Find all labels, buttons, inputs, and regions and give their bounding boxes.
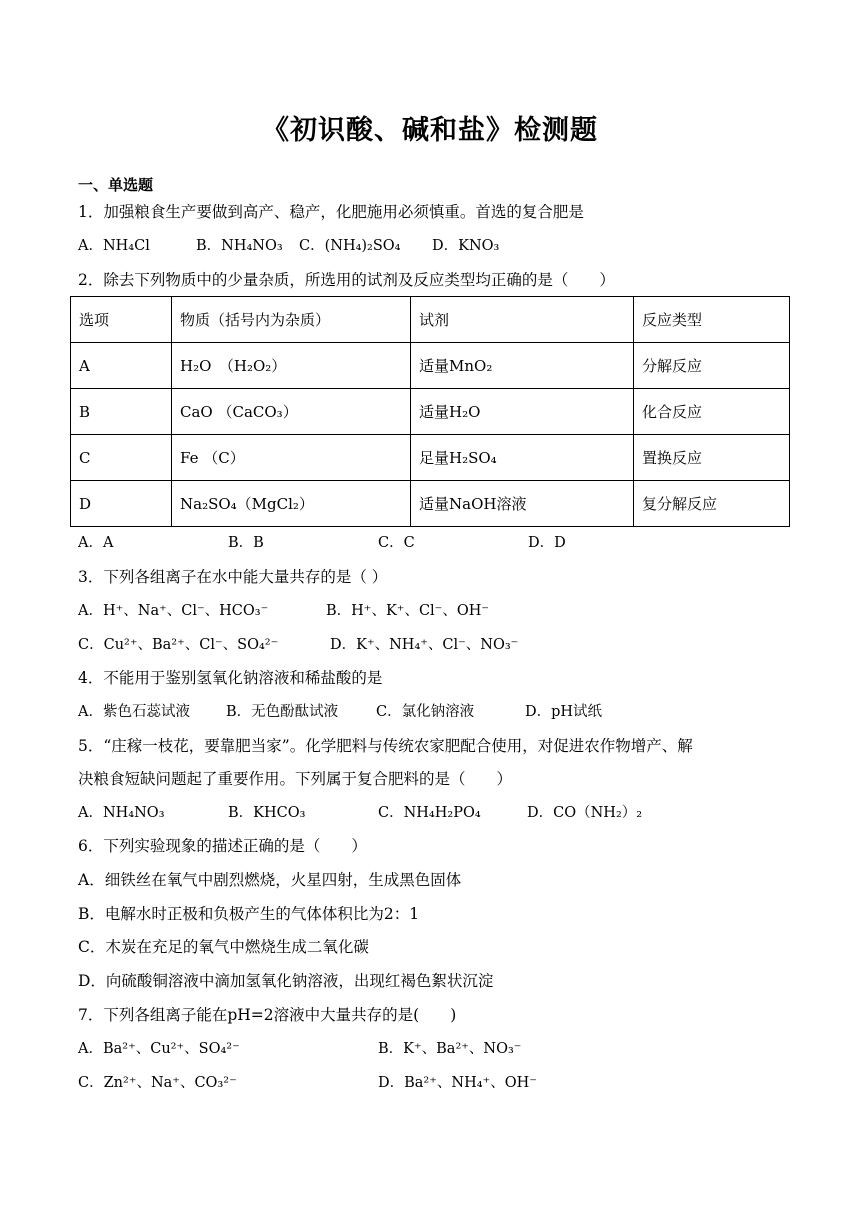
question-7-stem: 7．下列各组离子能在pH=2溶液中大量共存的是( ) (78, 1006, 457, 1024)
q5-option-b: B．KHCO₃ (228, 805, 306, 821)
question-1-stem: 1．加强粮食生产要做到高产、稳产，化肥施用必须慎重。首选的复合肥是 (78, 203, 584, 221)
table-row (71, 481, 790, 527)
table-cell: 适量NaOH溶液 (411, 481, 634, 527)
q4-option-a: A．紫色石蕊试液 (78, 704, 190, 720)
q7-option-a: A．Ba²⁺、Cu²⁺、SO₄²⁻ (78, 1041, 240, 1057)
table-header: 反应类型 (634, 297, 790, 343)
table-row (71, 435, 790, 481)
q2-option-c: C．C (378, 535, 415, 551)
table-cell: 复分解反应 (634, 481, 790, 527)
q5-option-d: D．CO（NH₂）₂ (527, 805, 643, 821)
table-cell: B (71, 389, 172, 435)
question-4-stem: 4．不能用于鉴别氢氧化钠溶液和稀盐酸的是 (78, 669, 383, 687)
table-cell: 适量H₂O (411, 389, 634, 435)
question-3-stem: 3．下列各组离子在水中能大量共存的是（ ） (78, 568, 388, 586)
table-cell: 化合反应 (634, 389, 790, 435)
table-header-row (71, 297, 790, 343)
q4-option-d: D．pH试纸 (525, 704, 603, 720)
q1-option-a: A．NH₄Cl (78, 238, 150, 254)
table-header: 试剂 (411, 297, 634, 343)
q1-option-c: C．(NH₄)₂SO₄ (299, 238, 401, 254)
table-header: 物质（括号内为杂质） (172, 297, 411, 343)
q3-option-a: A．H⁺、Na⁺、Cl⁻、HCO₃⁻ (78, 603, 269, 619)
table-cell: Fe （C） (172, 435, 411, 481)
q2-option-b: B．B (228, 535, 264, 551)
q5-option-c: C．NH₄H₂PO₄ (378, 805, 481, 821)
q2-option-a: A．A (78, 535, 114, 551)
q3-option-c: C．Cu²⁺、Ba²⁺、Cl⁻、SO₄²⁻ (78, 637, 279, 653)
q1-option-b: B．NH₄NO₃ (196, 238, 283, 254)
question-6-stem: 6．下列实验现象的描述正确的是（ ） (78, 837, 367, 855)
q3-option-b: B．H⁺、K⁺、Cl⁻、OH⁻ (326, 603, 490, 619)
table-cell: 足量H₂SO₄ (411, 435, 634, 481)
q4-option-b: B．无色酚酞试液 (226, 704, 339, 720)
page-title: 《初识酸、碱和盐》检测题 (262, 115, 598, 146)
table-cell: 置换反应 (634, 435, 790, 481)
q7-option-d: D．Ba²⁺、NH₄⁺、OH⁻ (378, 1075, 537, 1091)
table-cell: Na₂SO₄（MgCl₂） (172, 481, 411, 527)
q7-option-c: C．Zn²⁺、Na⁺、CO₃²⁻ (78, 1075, 237, 1091)
question-2-table (70, 296, 790, 527)
table-row (71, 389, 790, 435)
q6-option-b: B．电解水时正极和负极产生的气体体积比为2：1 (78, 905, 420, 923)
table-cell: D (71, 481, 172, 527)
q7-option-b: B．K⁺、Ba²⁺、NO₃⁻ (378, 1041, 522, 1057)
table-cell: A (71, 343, 172, 389)
q3-option-d: D．K⁺、NH₄⁺、Cl⁻、NO₃⁻ (330, 637, 519, 653)
q6-option-d: D．向硫酸铜溶液中滴加氢氧化钠溶液，出现红褐色絮状沉淀 (78, 972, 494, 990)
table-header: 选项 (71, 297, 172, 343)
q6-option-c: C．木炭在充足的氧气中燃烧生成二氧化碳 (78, 938, 369, 956)
table-cell: 适量MnO₂ (411, 343, 634, 389)
section-heading: 一、单选题 (78, 176, 154, 194)
question-5-stem-line2: 决粮食短缺问题起了重要作用。下列属于复合肥料的是（ ） (78, 770, 513, 788)
table-cell: 分解反应 (634, 343, 790, 389)
question-2-stem: 2．除去下列物质中的少量杂质，所选用的试剂及反应类型均正确的是（ ） (78, 271, 615, 289)
table-cell: C (71, 435, 172, 481)
q4-option-c: C．氯化钠溶液 (376, 704, 475, 720)
question-5-stem-line1: 5．“庄稼一枝花，要靠肥当家”。化学肥料与传统农家肥配合使用，对促进农作物增产、解 (78, 737, 693, 755)
q5-option-a: A．NH₄NO₃ (78, 805, 165, 821)
q6-option-a: A．细铁丝在氧气中剧烈燃烧，火星四射，生成黑色固体 (78, 871, 462, 889)
table-cell: CaO （CaCO₃） (172, 389, 411, 435)
table-cell: H₂O （H₂O₂） (172, 343, 411, 389)
q1-option-d: D．KNO₃ (432, 238, 500, 254)
q2-option-d: D．D (528, 535, 566, 551)
table-row (71, 343, 790, 389)
